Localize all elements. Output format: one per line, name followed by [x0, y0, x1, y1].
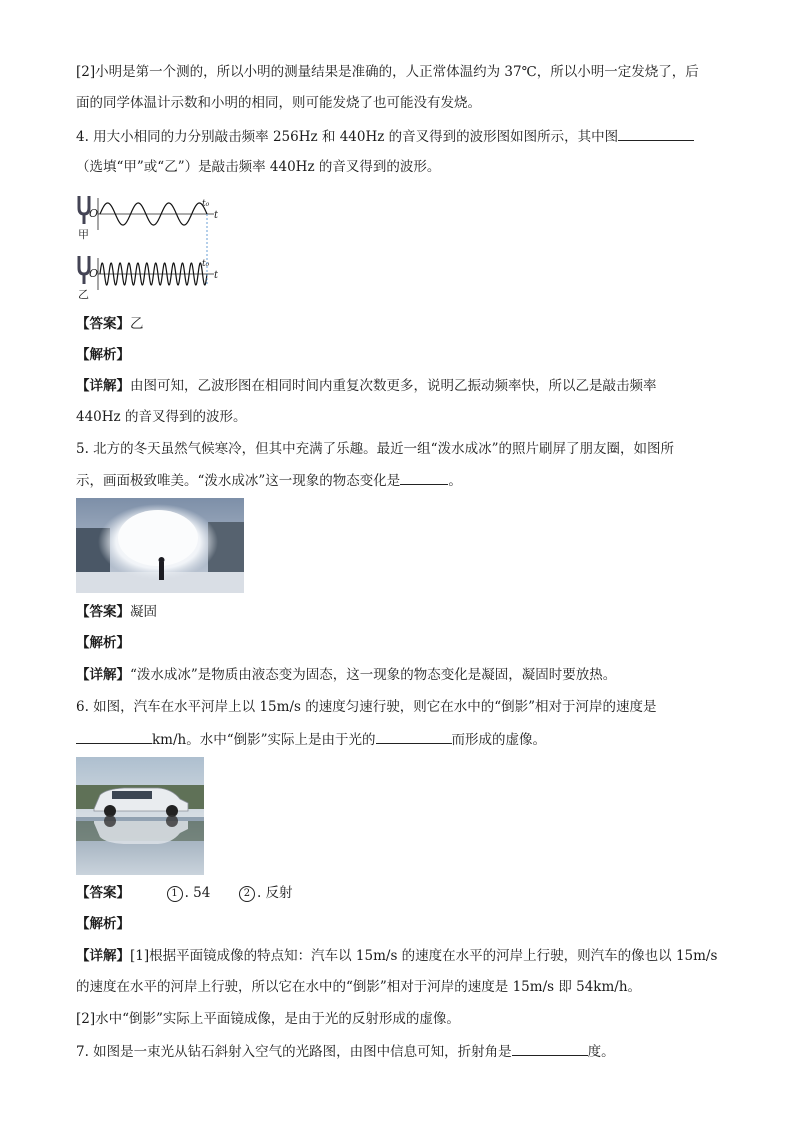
- answer-blank[interactable]: [376, 729, 452, 744]
- question-4: [76, 126, 726, 147]
- detail-label: 【详解】: [76, 948, 130, 964]
- t0-label: t₀: [202, 259, 210, 269]
- analysis-label: 【解析】: [76, 635, 130, 651]
- detail-text: 由图可知，乙波形图在相同时间内重复次数更多，说明乙振动频率快，所以乙是敲击频率: [130, 378, 657, 394]
- detail-label: 【详解】: [76, 378, 130, 394]
- detail-text: 的速度在水平的河岸上行驶，所以它在水中的“倒影”相对于河岸的速度是 15m/s 即 54km/h。: [76, 979, 642, 995]
- origin-label: O: [89, 207, 99, 220]
- question-text: 6. 如图，汽车在水平河岸上以 15m/s 的速度匀速行驶，则它在水中的“倒影”相对于河岸的速度是: [76, 699, 657, 715]
- analysis-label: 【解析】: [76, 916, 130, 932]
- answer-blank[interactable]: [512, 1041, 588, 1056]
- answer-text: 乙: [130, 316, 144, 332]
- question-text: 4. 用大小相同的力分别敲击频率 256Hz 和 440Hz 的音叉得到的波形图如图所示，其中图: [76, 129, 619, 145]
- detail-text: [2]水中“倒影”实际上平面镜成像，是由于光的反射形成的虚像。: [76, 1011, 460, 1027]
- answer-number-2: 2: [239, 886, 255, 902]
- question-text: （选填“甲”或“乙”）是敲击频率 440Hz 的音叉得到的波形。: [76, 159, 441, 175]
- answer-number-1: 1: [167, 886, 183, 902]
- t-axis-label: t: [214, 210, 219, 221]
- answer-text: . 反射: [256, 885, 293, 901]
- answer-blank[interactable]: [76, 729, 152, 744]
- analysis-label: 【解析】: [76, 347, 130, 363]
- question-text: 7. 如图是一束光从钻石斜射入空气的光路图，由图中信息可知，折射角是: [76, 1044, 512, 1060]
- text-line: [2]小明是第一个测的，所以小明的测量结果是准确的，人正常体温约为 37℃，所以小明一定发烧了，后: [76, 64, 699, 80]
- answer-text: 凝固: [130, 604, 157, 620]
- tuning-fork-icon: [79, 196, 89, 224]
- question-7: [76, 1041, 726, 1062]
- question-text: 示，画面极致唯美。“泼水成冰”这一现象的物态变化是: [76, 473, 401, 489]
- tuning-fork-wave-figure: [74, 190, 224, 302]
- answer-label: 【答案】: [76, 604, 130, 620]
- photo-car-reflection: [76, 757, 204, 875]
- question-text: km/h。水中“倒影”实际上是由于光的: [152, 732, 376, 748]
- answer-6: [76, 883, 726, 903]
- question-text: 5. 北方的冬天虽然气候寒冷，但其中充满了乐趣。最近一组“泼水成冰”的照片刷屏了朋友圈，如图所: [76, 441, 674, 457]
- answer-label: 【答案】: [76, 316, 130, 332]
- figure-label-yi: 乙: [78, 288, 89, 301]
- answer-label: 【答案】: [76, 885, 130, 901]
- question-text: 。: [448, 473, 462, 489]
- figure-label-jia: 甲: [78, 228, 89, 241]
- t0-label: t₀: [202, 199, 210, 209]
- question-5: [76, 470, 726, 491]
- detail-text: “泼水成冰”是物质由液态变为固态，这一现象的物态变化是凝固，凝固时要放热。: [130, 667, 617, 683]
- question-text: 度。: [587, 1044, 615, 1060]
- answer-blank[interactable]: [618, 126, 694, 141]
- origin-label: O: [89, 267, 99, 280]
- photo-water-to-ice: [76, 498, 244, 593]
- text-line: 面的同学体温计示数和小明的相同，则可能发烧了也可能没有发烧。: [76, 95, 481, 111]
- tuning-fork-icon: [79, 256, 89, 284]
- question-text: 而形成的虚像。: [451, 732, 547, 748]
- question-6: [76, 729, 726, 750]
- answer-text: . 54: [184, 885, 211, 901]
- detail-label: 【详解】: [76, 667, 130, 683]
- detail-text: [1]根据平面镜成像的特点知：汽车以 15m/s 的速度在水平的河岸上行驶，则汽车的像也以 15m/s: [130, 948, 718, 964]
- detail-text: 440Hz 的音叉得到的波形。: [76, 409, 247, 425]
- answer-blank[interactable]: [400, 470, 448, 485]
- t-axis-label: t: [214, 270, 219, 281]
